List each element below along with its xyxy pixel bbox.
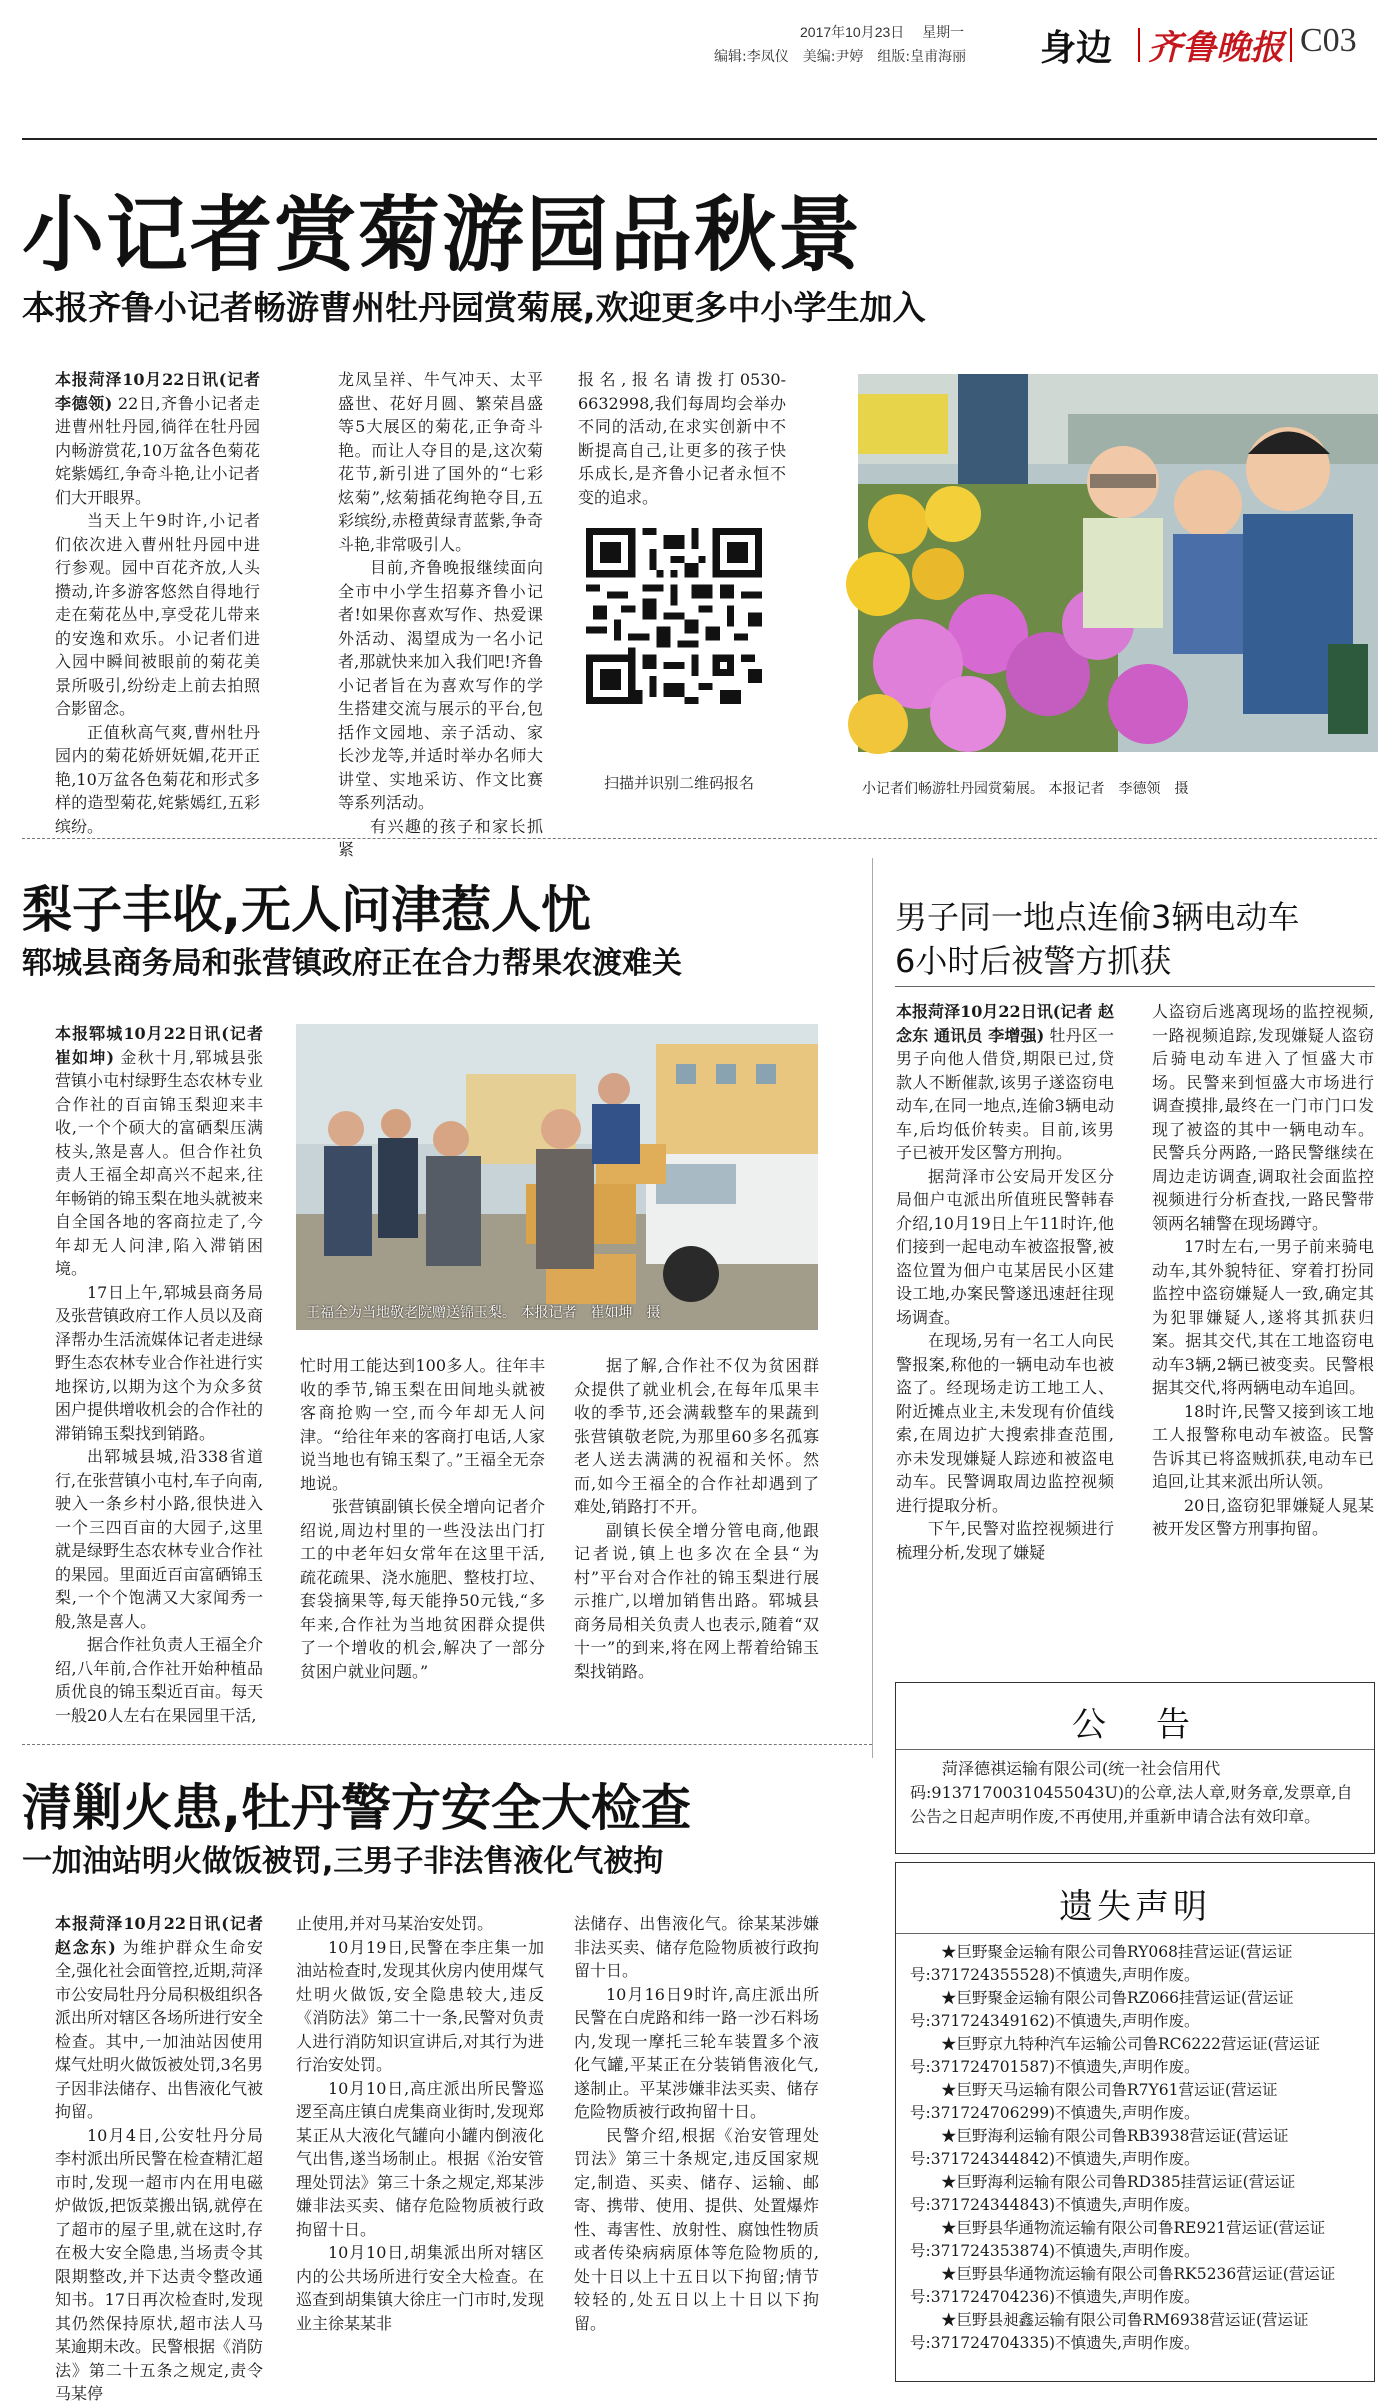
article2-col3	[574, 1354, 819, 1744]
article4-col2-p2: 10月19日,民警在李庄集一加油站检查时,发现其伙房内使用煤气灶明火做饭,安全隐患较大,违反《消防法》第二十一条,民警对负责人进行消防知识宣讲后,对其行为进行治安处罚。	[296, 1937, 544, 2074]
article2-col1-p3: 出郓城县城,沿338省道行,在张营镇小屯村,车子向南,驶入一条乡村小路,很快进入一个三四百亩的大园子,这里就是绿野生态农林专业合作社的果园。里面近百亩富硒锦玉梨,一个个饱满又大家闻秀一般,煞是喜人。	[55, 1447, 264, 1631]
article1-col1-p2: 当天上午9时许,小记者们依次进入曹州牡丹园中进行参观。园中百花齐放,人头攒动,许多游客悠然自得地行走在菊花丛中,享受花儿带来的安逸和欢乐。小记者们进入园中瞬间被眼前的菊花美景所吸引,纷纷走上前去拍照合影留念。	[55, 511, 260, 718]
header-page-no: C03	[1300, 22, 1357, 59]
article4-dateline: 本报菏泽10月22日讯(记者 赵念东)	[55, 1914, 263, 1957]
article3-title-rule	[895, 986, 1375, 987]
lost-item: ★巨野聚金运输有限公司鲁RY068挂营运证(营运证号:371724355528)不慎遗失,声明作废。	[910, 1943, 1293, 1984]
article1-col1-p1: 22日,齐鲁小记者走进曹州牡丹园,徜徉在牡丹园内畅游赏花,10万盆各色菊花姹紫嫣红,争奇斗艳,让小记者们大开眼界。	[55, 393, 260, 507]
article2-col2-p2: 张营镇副镇长侯全增向记者介绍说,周边村里的一些没法出门打工的中老年妇女常年在这里干活,疏花疏果、浇水施肥、整枝打垃、套袋摘果等,每天能挣50元钱,“多年来,合作社为当地贫困群众提供了一个增收的机会,解决了一部分贫困户就业问题。”	[300, 1497, 545, 1681]
header-divider-1	[1138, 28, 1140, 62]
article4-col3-p2: 10月16日9时许,高庄派出所民警在白虎路和纬一路一沙石料场内,发现一摩托三轮车装置多个液化气罐,平某正在分装销售液化气,遂制止。平某涉嫌非法买卖、储存危险物质被行政拘留十日。	[574, 1984, 819, 2121]
article2-col1	[55, 1022, 263, 1744]
pear-photo-caption: 王福全为当地敬老院赠送锦玉梨。 本报记者 崔如坤 摄	[306, 1305, 661, 1321]
column-rule	[872, 858, 873, 1758]
article4-col2-p1: 止使用,并对马某治安处罚。	[296, 1914, 494, 1933]
article2-subtitle: 郓城县商务局和张营镇政府正在合力帮果农渡难关	[22, 946, 682, 981]
qr-code[interactable]	[586, 528, 762, 704]
article2-col1-p1: 金秋十月,郓城县张营镇小屯村绿野生态农林专业合作社的百亩锦玉梨迎来丰收,一个个硕大的富硒梨压满枝头,煞是喜人。但合作社负责人王福全却高兴不起来,往年畅销的锦玉梨在地头就被来自全国各地的客商拉走了,今年却无人问津,陷入滞销困境。	[55, 1047, 264, 1278]
lost-box	[895, 1862, 1375, 2382]
notice-body: 菏泽德祺运输有限公司(统一社会信用代码:91371700310455043U)的公章,法人章,财务章,发票章,自公告之日起声明作废,不再使用,并重新申请合法有效印章。	[910, 1759, 1353, 1826]
article4-col3	[574, 1912, 819, 2386]
article3-col2-p4: 20日,盗窃犯罪嫌疑人晁某被开发区警方刑事拘留。	[1152, 1495, 1374, 1538]
article2-col2	[300, 1354, 545, 1744]
article1-col3	[578, 368, 786, 518]
header-divider-2	[1290, 28, 1292, 62]
lost-item: ★巨野海利运输有限公司鲁RD385挂营运证(营运证号:371724344843)不慎遗失,声明作废。	[910, 2173, 1296, 2214]
article3-title-line2: 6小时后被警方抓获	[895, 942, 1172, 980]
article4-col2	[296, 1912, 544, 2386]
article3-col1-p2: 据菏泽市公安局开发区分局佃户屯派出所值班民警韩春介绍,10月19日上午11时许,他们接到一起电动车被盗报警,被盗位置为佃户屯某居民小区建设工地,办案民警遂迅速赶往现场调查。	[896, 1166, 1114, 1327]
article4-col2-p3: 10月10日,高庄派出所民警巡逻至高庄镇白虎集商业街时,发现郑某正从大液化气罐向小罐内倒液化气出售,遂当场制止。根据《治安管理处罚法》第三十条之规定,郑某涉嫌非法买卖、储存危险物质被行政拘留十日。	[296, 2078, 544, 2239]
article3-dateline: 本报菏泽10月22日讯(记者 赵念东 通讯员 李增强)	[896, 1002, 1114, 1045]
header-date	[800, 22, 964, 42]
article3-title-line1: 男子同一地点连偷3辆电动车	[895, 898, 1300, 936]
header-weekday: 星期一	[922, 24, 965, 40]
article1-col1-p3: 正值秋高气爽,曹州牡丹园内的菊花娇妍妩媚,花开正艳,10万盆各色菊花和形式多样的造型菊花,姹紫嫣红,五彩缤纷。	[55, 722, 260, 836]
lost-item: ★巨野县昶鑫运输有限公司鲁RM6938营运证(营运证号:371724704335)不慎遗失,声明作废。	[910, 2311, 1309, 2352]
article3-col1-p1: 牡丹区一男子向他人借贷,期限已过,贷款人不断催款,该男子遂盗窃电动车,在同一地点,连偷3辆电动车,后均低价转卖。目前,该男子已被开发区警方刑拘。	[896, 1025, 1114, 1162]
article1-col3-p1: 报名,报名请拨打0530-6632998,我们每周均会举办不同的活动,在求实创新中不断提高自己,让更多的孩子快乐成长,是齐鲁小记者永恒不变的追求。	[578, 370, 786, 507]
article4-col1-p1: 为维护群众生命安全,强化社会面管控,近期,菏泽市公安局牡丹分局积极组织各派出所对辖区各场所进行安全检查。其中,一加油站因使用煤气灶明火做饭被处罚,3名男子因非法储存、出售液化气被拘留。	[55, 1937, 264, 2121]
lost-item: ★巨野聚金运输有限公司鲁RZ066挂营运证(营运证号:371724349162)不慎遗失,声明作废。	[910, 1989, 1294, 2030]
article4-col1	[55, 1912, 264, 2403]
article1-title: 小记者赏菊游园品秋景	[22, 188, 863, 283]
kids-chrysanthemum-photo	[858, 374, 1378, 752]
notice-title: 公 告	[1072, 1705, 1198, 1745]
article2-col3-p2: 副镇长侯全增分管电商,他跟记者说,镇上也多次在全县“为村”平台对合作社的锦玉梨进行展示推广,以增加销售出路。郓城县商务局相关负责人也表示,随着“双十一”的到来,将在网上帮着给锦玉梨找销路。	[574, 1520, 819, 1681]
lost-item: ★巨野京九特种汽车运输公司鲁RC6222营运证(营运证号:371724701587)不慎遗失,声明作废。	[910, 2035, 1321, 2076]
pear-donation-photo	[296, 1024, 818, 1330]
lost-item: ★巨野海利运输有限公司鲁RB3938营运证(营运证号:371724344842)不慎遗失,声明作废。	[910, 2127, 1289, 2168]
article1-col2	[338, 368, 543, 859]
article1-dateline: 本报菏泽10月22日讯(记者 李德领)	[55, 370, 260, 413]
header-date-text: 2017年10月23日	[800, 24, 905, 40]
lost-item: ★巨野天马运输有限公司鲁R7Y61营运证(营运证号:371724706299)不慎遗失,声明作废。	[910, 2081, 1278, 2122]
article4-col3-p3: 民警介绍,根据《治安管理处罚法》第三十条规定,违反国家规定,制造、买卖、储存、运输、邮寄、携带、使用、提供、处置爆炸性、毒害性、放射性、腐蚀性物质或者传染病病原体等危险物质的,处十日以上十五日以下拘留;情节较轻的,处五日以上十日以下拘留。	[574, 2125, 819, 2333]
article3-col1-p4: 下午,民警对监控视频进行梳理分析,发现了嫌疑	[896, 1519, 1114, 1562]
kids-photo-caption: 小记者们畅游牡丹园赏菊展。 本报记者 李德领 摄	[862, 781, 1189, 797]
lost-list	[910, 1941, 1362, 2355]
article1-col2-p3: 有兴趣的孩子和家长抓紧	[338, 816, 543, 859]
article1-col1	[55, 368, 260, 836]
lost-item: ★巨野县华通物流运输有限公司鲁RE921营运证(营运证号:371724353874)不慎遗失,声明作废。	[910, 2219, 1326, 2260]
article2-col1-p4: 据合作社负责人王福全介绍,八年前,合作社开始种植品质优良的锦玉梨近百亩。每天一般20人左右在果园里干活,	[55, 1635, 264, 1725]
article3-col2-p2: 17时左右,一男子前来骑电动车,其外貌特征、穿着打扮同监控中盗窃嫌疑人一致,确定其为犯罪嫌疑人,遂将其抓获归案。据其交代,其在工地盗窃电动车3辆,2辆已被变卖。民警根据其交代,将两辆电动车追回。	[1152, 1237, 1374, 1397]
article3-col2-p3: 18时许,民警又接到该工地工人报警称电动车被盗。民警告诉其已将盗贼抓获,电动车已追回,让其来派出所认领。	[1152, 1401, 1374, 1491]
article4-col2-p4: 10月10日,胡集派出所对辖区内的公共场所进行安全大检查。在巡查到胡集镇大徐庄一门市时,发现业主徐某某非	[296, 2243, 544, 2333]
article4-col3-p1: 法储存、出售液化气。徐某某涉嫌非法买卖、储存危险物质被行政拘留十日。	[574, 1914, 819, 1980]
header-editors: 编辑:李凤仪 美编:尹婷 组版:皇甫海丽	[714, 49, 967, 65]
article4-col1-p2: 10月4日,公安牡丹分局李村派出所民警在检查精汇超市时,发现一超市内在用电磁炉做饭,把饭菜搬出锅,就停在了超市的屋子里,就在这时,存在极大安全隐患,当场责令其限期整改,并下达责令整改通知书。17日再次检查时,发现其仍然保持原状,超市法人马某逾期未改。民警根据《消防法》第二十五条之规定,责令马某停	[55, 2125, 264, 2403]
qr-code-graphic	[586, 528, 762, 704]
article4-subtitle: 一加油站明火做饭被罚,三男子非法售液化气被拘	[22, 1844, 664, 1879]
lost-title: 遗失声明	[1059, 1887, 1211, 1927]
article3-col2-p1: 人盗窃后逃离现场的监控视频,一路视频追踪,发现嫌疑人盗窃后骑电动车进入了恒盛大市场。民警来到恒盛大市场进行调查摸排,最终在一门市门口发现了被盗的其中一辆电动车。民警兵分两路,一路民警继续在周边走访调查,调取社会面监控视频进行分析查找,一路民警带领两名辅警在现场蹲守。	[1152, 1002, 1374, 1233]
article2-title: 梨子丰收,无人问津惹人忧	[22, 881, 591, 939]
lost-item: ★巨野县华通物流运输有限公司鲁RK5236营运证(营运证号:371724704236)不慎遗失,声明作废。	[910, 2265, 1336, 2306]
article1-col2-p2: 目前,齐鲁晚报继续面向全市中小学生招募齐鲁小记者!如果你喜欢写作、热爱课外活动、渴望成为一名小记者,那就快来加入我们吧!齐鲁小记者旨在为喜欢写作的学生搭建交流与展示的平台,包括作文园地、亲子活动、家长沙龙等,并适时举办名师大讲堂、实地采访、作文比赛等系列活动。	[338, 558, 543, 812]
article1-col2-p1: 龙凤呈祥、牛气冲天、太平盛世、花好月圆、繁荣昌盛等5大展区的菊花,正争奇斗艳。而让人夺目的是,这次菊花节,新引进了国外的“七彩炫菊”,炫菊插花绚艳夺目,五彩缤纷,赤橙黄绿青蓝紫,争奇斗艳,非常吸引人。	[338, 370, 543, 554]
qr-caption: 扫描并识别二维码报名	[604, 774, 755, 792]
divider-2	[22, 1744, 872, 1745]
divider-1	[22, 838, 1377, 839]
article2-col1-p2: 17日上午,郓城县商务局及张营镇政府工作人员以及商泽帮办生活流媒体记者走进绿野生态农林专业合作社进行实地探访,以期为这个为众多贫困户提供增收机会的合作社的滞销锦玉梨找到销路。	[55, 1282, 264, 1443]
notice-box	[895, 1682, 1375, 1854]
article3-col1-p3: 在现场,另有一名工人向民警报案,称他的一辆电动车也被盗了。经现场走访工地工人、附近摊点业主,未发现有价值线索,在周边扩大搜索排查范围,亦未发现嫌疑人踪迹和被盗电动车。民警调取周边监控视频进行提取分析。	[896, 1331, 1114, 1515]
kids-photo-illustration	[858, 374, 1378, 752]
article3-col2	[1152, 1000, 1374, 1680]
article4-title: 清剿火患,牡丹警方安全大检查	[22, 1779, 691, 1837]
header-rule	[22, 138, 1377, 140]
article2-col2-p1: 忙时用工能达到100多人。往年丰收的季节,锦玉梨在田间地头就被客商抢购一空,而今年却无人问津。“给往年来的客商打电话,人家说当地也有锦玉梨了。”王福全无奈地说。	[300, 1356, 545, 1493]
article2-col3-p1: 据了解,合作社不仅为贫困群众提供了就业机会,在每年瓜果丰收的季节,还会满载整车的果蔬到张营镇敬老院,为那里60多名孤寡老人送去满满的祝福和关怀。然而,如今王福全的合作社却遇到了难处,销路打不开。	[574, 1356, 819, 1516]
notice-rule	[896, 1749, 1374, 1750]
header-section: 身边	[1040, 28, 1113, 69]
article2-dateline: 本报郓城10月22日讯(记者 崔如坤)	[55, 1024, 263, 1067]
lost-rule	[896, 1933, 1374, 1934]
article1-subtitle: 本报齐鲁小记者畅游曹州牡丹园赏菊展,欢迎更多中小学生加入	[22, 288, 926, 327]
pear-photo-illustration	[296, 1024, 818, 1330]
article3-col1	[896, 1000, 1114, 1680]
header-paper-logo: 齐鲁晚报	[1148, 28, 1284, 68]
